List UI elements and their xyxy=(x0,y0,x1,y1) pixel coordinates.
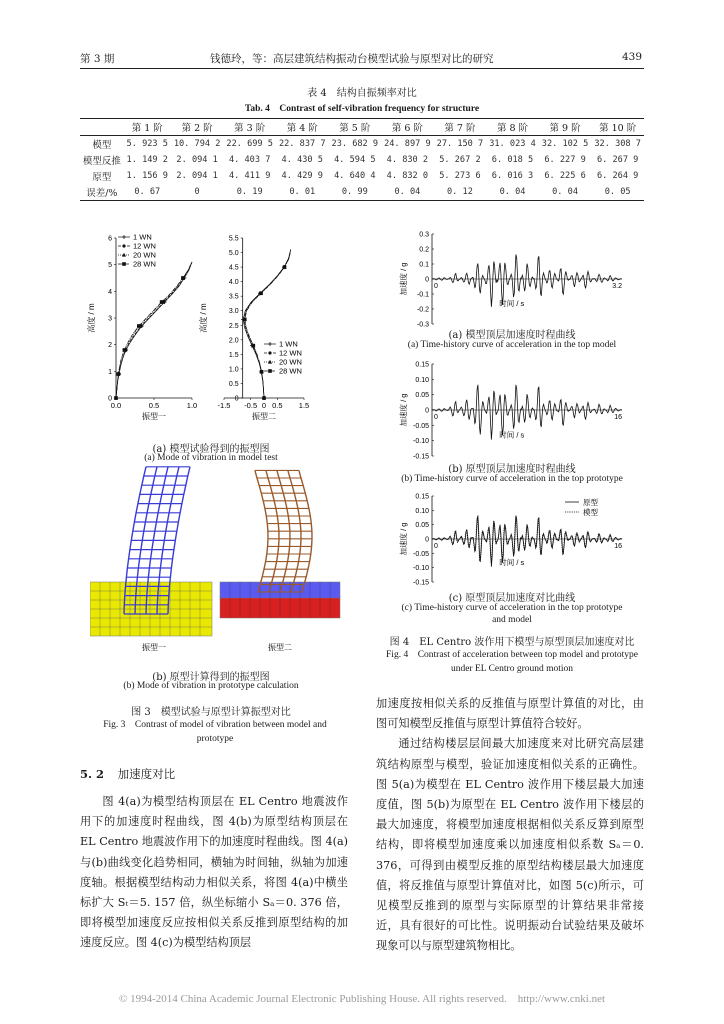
x-tick-label: 0.0 xyxy=(110,401,122,410)
table-cell: 0. 04 xyxy=(381,184,434,201)
table-cell: 0. 67 xyxy=(124,184,171,201)
data-point xyxy=(260,370,264,374)
table-cell: 2. 094 1 xyxy=(176,155,218,165)
series-line xyxy=(432,385,622,440)
data-point xyxy=(259,291,263,295)
table-cell: 10. 794 2 xyxy=(173,139,221,149)
table-cell: 23. 682 9 xyxy=(331,139,379,149)
x-tick-label: 1.5 xyxy=(298,401,310,410)
table-header-cell: 第 2 阶 xyxy=(171,119,224,136)
legend-label: 20 WN xyxy=(133,250,156,260)
y-axis-label: 高度 / m xyxy=(87,303,96,333)
data-point xyxy=(268,342,272,346)
fig4-caption-en: Fig. 4 Contrast of acceleration between top model and prototype under EL Centro ground motion xyxy=(386,650,638,674)
table-cell: 6. 227 9 xyxy=(544,155,586,165)
table-cell: 4. 830 2 xyxy=(386,155,429,165)
table-cell: 0. 04 xyxy=(486,184,539,201)
table-cell: 32. 102 5 xyxy=(541,139,589,149)
data-point xyxy=(116,372,120,376)
y-tick-label: 0.1 xyxy=(419,261,429,269)
y-tick-label: 0 xyxy=(108,395,112,403)
table-cell: 0. 12 xyxy=(434,184,487,201)
table-cell: 5. 273 6 xyxy=(439,171,481,181)
y-tick-label: 0.05 xyxy=(415,392,429,400)
y-tick-label: 0.10 xyxy=(415,376,429,384)
legend-label: 原型 xyxy=(583,498,598,507)
fig3-sub-b-en: (b) Mode of vibration in prototype calculation xyxy=(123,681,299,691)
table-cell: 22. 699 5 xyxy=(226,139,273,149)
x-tick-label: 3.2 xyxy=(612,283,622,290)
y-tick-label: 5.0 xyxy=(228,250,239,258)
table-cell: 5. 923 5 xyxy=(126,139,168,149)
table-cell: 4. 832 0 xyxy=(386,171,429,181)
table-header-cell: 第 5 阶 xyxy=(329,119,382,136)
data-point xyxy=(268,369,272,373)
right-paragraph-2: 通过结构楼层层间最大加速度来对比研究高层建筑结构原型与模型，验证加速度相似关系的正确性。图 5(a)为模型在 EL Centro 波作用下楼层最大加速度值，图 5(b)为原型在 EL Centro 波作用下楼层的最大加速度，将模型加速度根据相似关系反算到原型结构，即将模型加速度乘以加速度相似系数 Sₐ＝0. 376，可得到由模型反推的原型结构楼层最大加速度值，将反推值与原型计算值对比，如图 5(c)所示，可见模型反推到的原型与实际原型的计算结果非常接近，具有很好的可比性。说明振动台试验结果及破坏现象可以与原型建筑物相比。 xyxy=(376,737,644,953)
table-cell: 27. 150 7 xyxy=(436,139,484,149)
y-tick-label: 3.0 xyxy=(228,308,239,316)
x-tick-label: 0.5 xyxy=(148,401,160,410)
running-title: 钱德玲，等：高层建筑结构振动台模型试验与原型对比的研究 xyxy=(210,53,494,65)
x-tick-label: 0 xyxy=(434,414,438,421)
y-axis-label: 加速度 / g xyxy=(399,393,408,427)
fig4-sub-b-zh: (b) 原型顶层加速度时程曲线 xyxy=(448,464,576,475)
right-column-text xyxy=(376,694,644,957)
table-row-label: 原型 xyxy=(92,172,112,183)
table-header-cell: 第 8 阶 xyxy=(486,119,539,136)
y-tick-label: -0.1 xyxy=(416,291,429,299)
table-cell: 0. 19 xyxy=(223,184,276,201)
fig4-sub-a-en: (a) Time-history curve of acceleration in the top model xyxy=(407,340,617,350)
table-cell: 1. 149 2 xyxy=(126,155,168,165)
table-cell: 6. 225 6 xyxy=(544,171,586,181)
table-cell: 6. 264 9 xyxy=(596,171,639,181)
legend-label: 20 WN xyxy=(279,357,302,367)
x-tick-label: -1.5 xyxy=(217,401,231,410)
table-header-cell: 第 3 阶 xyxy=(223,119,276,136)
table-caption-en: Tab. 4 Contrast of self-vibration frequency for structure xyxy=(244,104,480,114)
x-axis-label: 时间 / s xyxy=(499,430,525,440)
table-cell: 31. 023 4 xyxy=(489,139,536,149)
x-tick-label: 0 xyxy=(261,401,267,410)
table-cell: 4. 429 9 xyxy=(281,171,323,181)
x-tick-label: 16 xyxy=(614,414,622,421)
y-tick-label: 4.0 xyxy=(228,279,239,287)
table-header-cell: 第 7 阶 xyxy=(434,119,487,136)
data-point xyxy=(283,265,287,269)
y-tick-label: 6 xyxy=(108,235,112,243)
mode2-chart xyxy=(198,236,309,422)
fig3-sub-b-zh: (b) 原型计算得到的振型图 xyxy=(152,672,270,683)
y-tick-label: 1 xyxy=(108,368,112,376)
frame-column xyxy=(255,470,268,592)
y-tick-label: -0.15 xyxy=(413,579,429,587)
fig3-caption-zh: 图 3 模型试验与原型计算振型对比 xyxy=(131,707,291,718)
fig4-sub-b-en: (b) Time-history curve of acceleration in the top prototype xyxy=(401,474,623,484)
right-paragraph-1: 加速度按相似关系的反推值与原型计算值的对比，由图可知模型反推值与原型计算值符合较好。 xyxy=(376,697,644,731)
y-tick-label: 3 xyxy=(108,315,112,323)
fig4-caption-zh: 图 4 EL Centro 波作用下模型与原型顶层加速度对比 xyxy=(389,637,635,648)
x-tick-label: 1.0 xyxy=(186,401,198,410)
x-axis-label: 时间 / s xyxy=(499,299,525,308)
data-point xyxy=(122,244,125,247)
data-point xyxy=(122,235,126,239)
table-cell: 6. 016 3 xyxy=(491,171,534,181)
y-tick-label: 5.5 xyxy=(228,235,239,243)
table-cell: 4. 411 9 xyxy=(228,171,271,181)
y-tick-label: 0.2 xyxy=(419,246,429,254)
table-cell: 2. 094 1 xyxy=(176,171,218,181)
x-tick-label: 16 xyxy=(614,543,622,550)
data-point xyxy=(114,396,118,400)
table-cell: 0. 05 xyxy=(591,184,644,201)
copyright-footer: © 1994-2014 China Academic Journal Electronic Publishing House. All rights reserved. http://www.cnki.net xyxy=(118,993,606,1005)
journal-issue: 第 3 期 xyxy=(80,53,115,65)
y-tick-label: -0.10 xyxy=(413,438,429,446)
proto-label-2: 振型二 xyxy=(268,643,292,652)
table-cell: 32. 308 7 xyxy=(594,139,641,149)
table-header-cell: 第 1 阶 xyxy=(124,119,171,136)
y-tick-label: 0.15 xyxy=(415,493,429,501)
data-point xyxy=(268,351,271,354)
frequency-table xyxy=(80,118,644,201)
table-cell: 22. 837 7 xyxy=(278,139,326,149)
y-tick-label: 1.0 xyxy=(228,366,239,374)
y-tick-label: 3.5 xyxy=(228,293,239,301)
table-cell: 0. 99 xyxy=(329,184,382,201)
table-header-cell: 第 6 阶 xyxy=(381,119,434,136)
y-tick-label: -0.05 xyxy=(413,422,429,430)
y-tick-label: 2.0 xyxy=(228,337,239,345)
y-tick-label: -0.10 xyxy=(413,565,429,573)
x-tick-label: 0 xyxy=(434,543,438,550)
legend-label: 28 WN xyxy=(133,259,156,269)
table-row xyxy=(80,184,644,201)
y-tick-label: 0.3 xyxy=(419,231,429,239)
table-cell: 4. 640 4 xyxy=(334,171,376,181)
x-tick-label: -0.5 xyxy=(244,401,258,410)
figure3-mode-charts xyxy=(78,228,328,440)
figure4-time-history xyxy=(380,228,644,632)
data-point xyxy=(122,262,126,266)
table-row xyxy=(80,136,644,153)
data-point xyxy=(181,276,185,280)
y-tick-label: 0 xyxy=(425,536,429,544)
y-tick-label: -0.2 xyxy=(416,306,429,314)
table-cell: 4. 594 5 xyxy=(334,155,376,165)
table-cell: 5. 267 2 xyxy=(439,155,481,165)
fig3-sub-a-zh: (a) 模型试验得到的振型图 xyxy=(152,444,270,455)
table-cell: 0. 01 xyxy=(276,184,329,201)
legend-label: 12 WN xyxy=(133,241,156,251)
y-tick-label: 0 xyxy=(425,276,429,284)
legend-label: 1 WN xyxy=(133,232,152,242)
x-axis-label: 振型一 xyxy=(142,412,166,421)
mode1-chart xyxy=(86,233,197,422)
table-cell: 0. 04 xyxy=(539,184,592,201)
series-line xyxy=(116,259,192,398)
header-rule xyxy=(80,68,644,69)
legend-label: 模型 xyxy=(583,508,598,517)
y-tick-label: 0 xyxy=(234,395,239,403)
fig4-sub-c-en: (c) Time-history curve of acceleration in the top prototype and model xyxy=(401,603,623,625)
fig3-sub-a-en: (a) Mode of vibration in model test xyxy=(144,453,278,463)
table-row-label: 模型 xyxy=(92,140,112,151)
table-cell: 4. 430 5 xyxy=(281,155,323,165)
prototype-mode-model xyxy=(90,464,342,654)
y-axis-label: 高度 / m xyxy=(199,303,208,333)
x-axis-label: 振型二 xyxy=(252,412,276,421)
data-point xyxy=(137,324,141,328)
legend-label: 1 WN xyxy=(279,339,298,349)
y-tick-label: -0.15 xyxy=(413,453,429,461)
table-row-label: 误差/% xyxy=(80,184,124,201)
x-tick-label: 0.5 xyxy=(272,401,283,410)
table-row xyxy=(80,168,644,184)
accel-chart-b xyxy=(398,362,622,461)
series-line xyxy=(432,515,622,566)
table-cell: 4. 403 7 xyxy=(228,155,271,165)
y-tick-label: 0.10 xyxy=(415,507,429,515)
data-point xyxy=(262,396,266,400)
table-cell: 1. 156 9 xyxy=(126,171,168,181)
x-axis-label: 时间 / s xyxy=(499,557,525,567)
y-axis-label: 加速度 / g xyxy=(399,522,408,556)
section-heading xyxy=(80,766,175,782)
series-line xyxy=(432,516,622,564)
series-line xyxy=(432,255,622,307)
section-title: 加速度对比 xyxy=(117,767,176,781)
fig4-sub-a-zh: (a) 模型顶层加速度时程曲线 xyxy=(448,330,576,341)
table-cell: 24. 897 9 xyxy=(384,139,431,149)
table-cell: 6. 018 5 xyxy=(491,155,534,165)
table-cell: 0 xyxy=(171,184,224,201)
y-tick-label: 0.5 xyxy=(228,380,239,388)
table-header-cell: 第 9 阶 xyxy=(539,119,592,136)
y-tick-label: -0.05 xyxy=(413,550,429,558)
y-axis-label: 加速度 / g xyxy=(399,262,408,296)
fig3-caption-en: Fig. 3 Contrast of model of vibration between model and prototype xyxy=(103,720,327,744)
prototype-frame-drawing xyxy=(90,467,340,636)
accel-chart-c xyxy=(398,494,622,587)
data-point xyxy=(160,300,164,304)
proto-label-1: 振型一 xyxy=(142,643,166,652)
table-header-cell xyxy=(80,119,124,136)
data-point xyxy=(123,348,127,352)
y-tick-label: 4 xyxy=(108,288,112,296)
left-column-text xyxy=(80,792,348,954)
y-tick-label: 1.5 xyxy=(228,351,239,359)
y-tick-label: 2 xyxy=(108,342,112,350)
series-line xyxy=(245,250,291,398)
data-point xyxy=(243,318,247,322)
table-header-cell: 第 10 阶 xyxy=(591,119,644,136)
series-line xyxy=(245,250,291,398)
table-header-cell: 第 4 阶 xyxy=(276,119,329,136)
table-row-label: 模型反推 xyxy=(82,156,121,167)
data-point xyxy=(252,344,256,348)
page-number: 439 xyxy=(622,51,643,63)
accel-chart-a xyxy=(398,232,622,329)
series-line xyxy=(243,250,291,398)
left-paragraph: 图 4(a)为模型结构顶层在 EL Centro 地震波作用下的加速度时程曲线，图 4(b)为原型结构顶层在 EL Centro 地震波作用下的加速度时程曲线。图 4(a)与(b)曲线变化趋势相同，横轴为时间轴，纵轴为加速度轴。根据模型结构动力相似关系，将图 4(a)中横坐标扩大 Sₜ＝5. 157 倍，纵坐标缩小 Sₐ＝0. 376 倍，即将模型加速度反应按相似关系反推到原型结构的加速度反应。图 4(c)为模型结构顶层 xyxy=(80,795,348,950)
y-tick-label: 5 xyxy=(108,262,112,270)
legend-label: 28 WN xyxy=(279,366,302,376)
fig4-sub-c-zh: (c) 原型顶层加速度对比曲线 xyxy=(448,593,576,604)
y-tick-label: 2.5 xyxy=(228,322,239,330)
legend-label: 12 WN xyxy=(279,348,302,358)
x-tick-label: 0 xyxy=(434,283,438,290)
y-tick-label: 4.5 xyxy=(228,264,239,272)
table-caption-zh: 表 4 结构自振频率对比 xyxy=(307,88,417,99)
y-tick-label: 0 xyxy=(425,407,429,415)
series-line xyxy=(244,250,291,398)
y-tick-label: 0.05 xyxy=(415,522,429,530)
table-row xyxy=(80,152,644,168)
table-cell: 6. 267 9 xyxy=(596,155,639,165)
y-tick-label: -0.3 xyxy=(416,321,429,329)
section-number: 5. 2 xyxy=(80,767,105,781)
y-tick-label: 0.15 xyxy=(415,361,429,369)
